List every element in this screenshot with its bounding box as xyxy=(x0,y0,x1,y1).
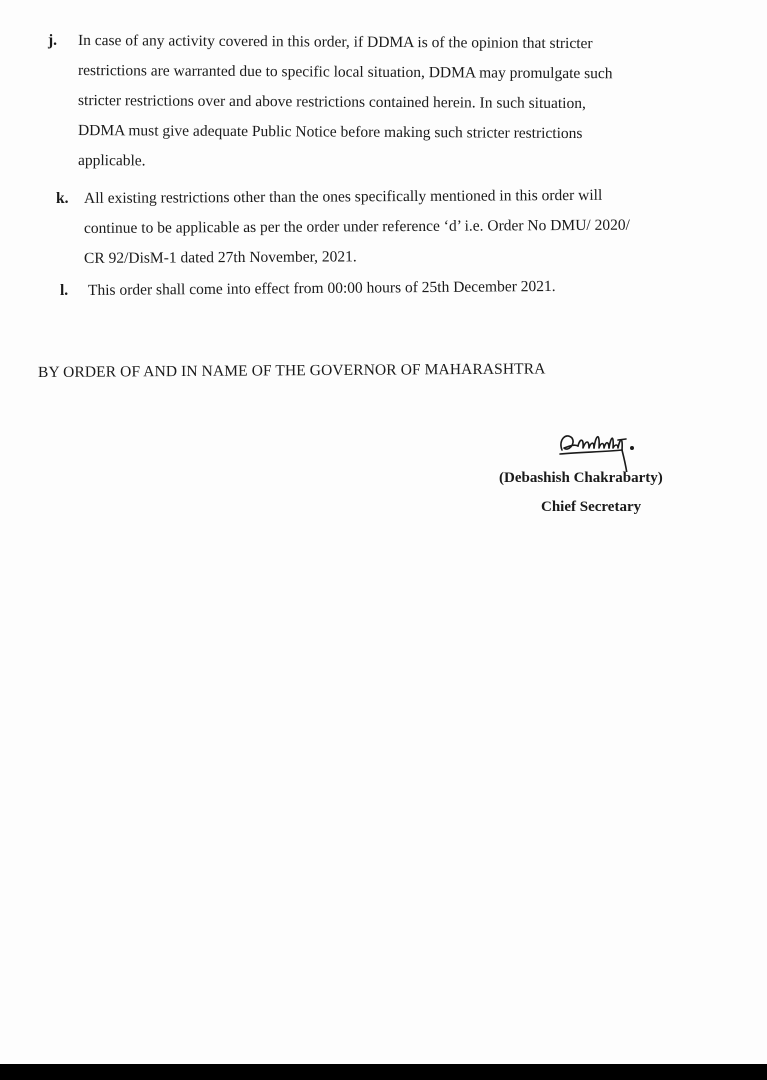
order-authority-line: BY ORDER OF AND IN NAME OF THE GOVERNOR OF MAHARASHTRA xyxy=(37,360,546,381)
clause-line: continue to be applicable as per the order under reference ‘d’ i.e. Order No DMU/ 2020/ xyxy=(83,216,630,237)
clause-line: restrictions are warranted due to specific local situation, DDMA may promulgate such xyxy=(77,62,613,83)
signatory-name: (Debashish Chakrabarty) xyxy=(499,470,663,486)
clause-line: applicable. xyxy=(77,152,146,170)
clause-line: All existing restrictions other than the ones specifically mentioned in this order will xyxy=(83,186,603,207)
clause-marker: k. xyxy=(56,190,69,207)
clause-body xyxy=(88,276,556,306)
clause-body xyxy=(84,184,630,274)
bottom-black-bar xyxy=(0,1064,767,1080)
clause-line: DDMA must give adequate Public Notice before making such stricter restrictions xyxy=(77,122,583,143)
clause-marker: j. xyxy=(48,32,58,49)
clause-line: stricter restrictions over and above restrictions contained herein. In such situation, xyxy=(77,92,586,113)
clause-marker: l. xyxy=(60,282,69,299)
clause-line: In case of any activity covered in this order, if DDMA is of the opinion that stricter xyxy=(77,32,593,53)
signatory-title: Chief Secretary xyxy=(541,499,642,515)
clause-line: CR 92/DisM-1 dated 27th November, 2021. xyxy=(83,248,357,267)
clause-body xyxy=(78,26,613,176)
clause-line: This order shall come into effect from 00:00 hours of 25th December 2021. xyxy=(87,277,556,299)
handwritten-signature-icon xyxy=(556,422,646,472)
